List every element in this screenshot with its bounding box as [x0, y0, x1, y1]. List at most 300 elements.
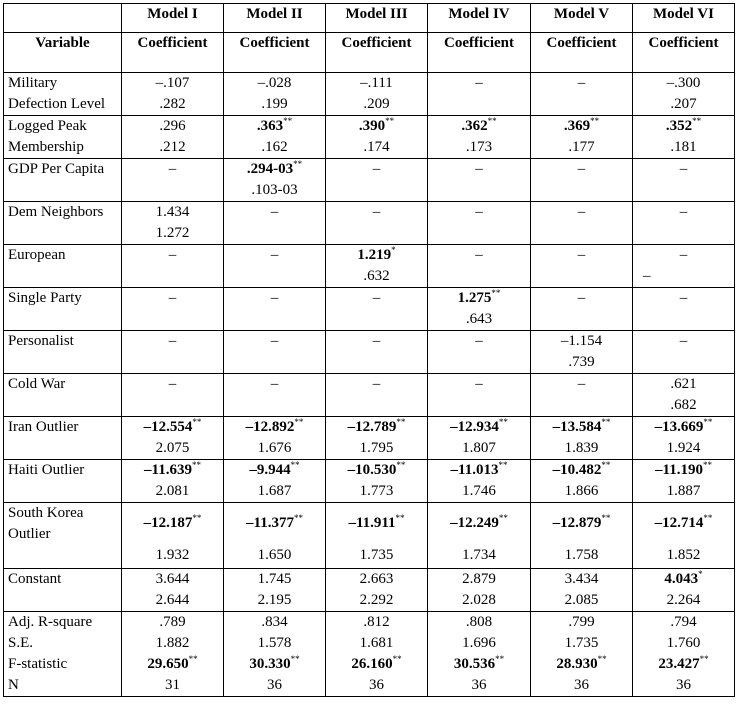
- cell: [122, 159, 224, 202]
- std-error: [637, 223, 730, 244]
- cell: [122, 73, 224, 116]
- row-gdp-per-capita: [4, 159, 735, 202]
- header-coef-4: Coefficient: [428, 33, 531, 73]
- cell: [633, 159, 735, 202]
- row-label: Personalist: [4, 331, 122, 374]
- coef: –10.482: [552, 462, 602, 478]
- row-label: Haiti Outlier: [4, 460, 122, 503]
- std-error: .199: [261, 96, 288, 112]
- coef: –: [679, 290, 688, 306]
- std-error: [535, 266, 628, 287]
- header-model-6: Model VI: [633, 4, 735, 33]
- cell: [531, 460, 633, 503]
- sig-marker: **: [283, 116, 293, 126]
- cell: [531, 116, 633, 159]
- cell: [531, 417, 633, 460]
- cell: [633, 288, 735, 331]
- std-error: [126, 180, 219, 201]
- cell: [428, 331, 531, 374]
- n-obs: 36: [471, 677, 487, 693]
- sig-marker: *: [698, 569, 703, 579]
- f-statistic: 30.536: [453, 656, 496, 672]
- coef: –: [577, 376, 586, 392]
- sig-marker: **: [396, 460, 406, 470]
- std-error: 1.866: [564, 483, 599, 499]
- coef: –: [475, 204, 483, 220]
- header-model-2: Model II: [224, 4, 326, 33]
- coef: –: [372, 161, 381, 177]
- row-dem-neighbors: [4, 202, 735, 245]
- cell: [224, 202, 326, 245]
- std-error: [228, 309, 321, 330]
- coef: .296: [159, 118, 186, 134]
- coef: .363: [256, 118, 284, 134]
- cell: [122, 116, 224, 159]
- coef: –: [577, 290, 586, 306]
- cell: [122, 245, 224, 288]
- cell: [122, 331, 224, 374]
- coef: –11.377: [246, 515, 294, 531]
- cell: [531, 569, 633, 612]
- coef: –12.554: [143, 419, 193, 435]
- fit-cell: [633, 612, 735, 697]
- sig-marker: **: [392, 654, 402, 664]
- std-error: [432, 266, 526, 287]
- sig-marker: **: [188, 654, 198, 664]
- cell: [428, 202, 531, 245]
- cell: [428, 417, 531, 460]
- f-statistic: 28.930: [556, 656, 598, 672]
- cell: [326, 374, 428, 417]
- std-error: [637, 352, 730, 373]
- std-error: [432, 94, 526, 115]
- std-error: 1.852: [666, 547, 701, 563]
- row-label: Single Party: [4, 288, 122, 331]
- row-constant: [4, 569, 735, 612]
- coef: –: [475, 247, 483, 263]
- coef: 2.663: [359, 571, 394, 587]
- std-error: .177: [568, 139, 595, 155]
- regression-table: [3, 3, 735, 697]
- std-error: .162: [261, 139, 288, 155]
- std-error-regression: 1.760: [666, 635, 701, 651]
- cell: [428, 159, 531, 202]
- coef: –: [577, 75, 586, 91]
- std-error: 1.839: [564, 440, 599, 456]
- std-error: [637, 309, 730, 330]
- std-error: .212: [159, 139, 186, 155]
- cell: [224, 374, 326, 417]
- std-error: 1.887: [666, 483, 701, 499]
- cell: [326, 460, 428, 503]
- sig-marker: **: [498, 513, 508, 523]
- cell: [531, 73, 633, 116]
- coef: –: [475, 333, 483, 349]
- cell: [122, 460, 224, 503]
- sig-marker: **: [703, 513, 713, 523]
- fit-cell: [428, 612, 531, 697]
- n-obs: 31: [165, 677, 180, 693]
- sig-marker: **: [290, 654, 300, 664]
- coef: –11.911: [348, 515, 396, 531]
- coef: 4.043: [664, 571, 699, 587]
- row-label: South Korea Outlier: [4, 503, 122, 569]
- coef: –10.530: [347, 462, 397, 478]
- sig-marker: **: [590, 116, 600, 126]
- adj-r-square: .789: [159, 614, 186, 630]
- cell: [326, 245, 428, 288]
- row-logged-peak-membership: [4, 116, 735, 159]
- std-error: 1.932: [155, 547, 190, 563]
- coef: –.028: [257, 75, 292, 91]
- std-error: 2.644: [155, 592, 190, 608]
- std-error: [330, 223, 423, 244]
- std-error: [432, 223, 526, 244]
- row-european: [4, 245, 735, 288]
- coef: 3.434: [564, 571, 599, 587]
- adj-r-square: .808: [465, 614, 493, 630]
- sig-marker: **: [601, 460, 611, 470]
- coef: 1.219: [357, 247, 392, 263]
- sig-marker: **: [487, 116, 497, 126]
- cell: [326, 116, 428, 159]
- f-statistic: 30.330: [249, 656, 291, 672]
- cell: [633, 503, 735, 569]
- cell: [122, 503, 224, 569]
- std-error: 1.650: [257, 547, 292, 563]
- std-error: [228, 266, 321, 287]
- coef: –11.013: [450, 462, 499, 478]
- std-error: 1.807: [462, 440, 496, 456]
- sig-marker: **: [597, 654, 607, 664]
- fit-labels: [4, 612, 122, 697]
- cell: [326, 159, 428, 202]
- std-error-regression: 1.696: [462, 635, 496, 651]
- sig-marker: **: [601, 513, 611, 523]
- cell: [122, 288, 224, 331]
- cell: [326, 288, 428, 331]
- std-error: .632: [363, 268, 390, 284]
- f-statistic: 29.650: [147, 656, 189, 672]
- coef: –13.669: [654, 419, 704, 435]
- coef: –11.190: [655, 462, 703, 478]
- sig-marker: **: [290, 460, 300, 470]
- cell: [428, 503, 531, 569]
- sig-marker: **: [192, 513, 202, 523]
- coef: .369: [563, 118, 591, 134]
- f-statistic: 23.427: [658, 656, 700, 672]
- std-error: [228, 395, 321, 416]
- cell: [326, 569, 428, 612]
- header-model-1: Model I: [122, 4, 224, 33]
- std-error: [535, 395, 628, 416]
- coef: –: [168, 333, 177, 349]
- std-error: .173: [465, 139, 493, 155]
- std-error-regression: 1.882: [155, 635, 190, 651]
- std-error: 1.746: [462, 483, 496, 499]
- std-error: [535, 309, 628, 330]
- std-error: [535, 94, 628, 115]
- std-error: 2.028: [462, 592, 496, 608]
- coef: –.107: [155, 75, 190, 91]
- fit-cell: [531, 612, 633, 697]
- row-personalist: [4, 331, 735, 374]
- sig-marker: **: [294, 417, 304, 427]
- cell: [531, 288, 633, 331]
- sig-marker: **: [498, 417, 508, 427]
- std-error-regression: 1.681: [359, 635, 394, 651]
- sig-marker: **: [702, 460, 712, 470]
- coef: 1.745: [257, 571, 292, 587]
- cell: [224, 569, 326, 612]
- sig-marker: **: [699, 654, 709, 664]
- cell: [326, 503, 428, 569]
- row-label: Military Defection Level: [4, 73, 122, 116]
- std-error: 2.292: [359, 592, 394, 608]
- fit-cell: [122, 612, 224, 697]
- std-error: [535, 223, 628, 244]
- std-error: .174: [363, 139, 390, 155]
- cell: [633, 417, 735, 460]
- coef: –9.944: [249, 462, 291, 478]
- std-error: [637, 180, 730, 201]
- sig-marker: **: [491, 288, 501, 298]
- std-error: .739: [568, 354, 595, 370]
- sig-marker: **: [396, 417, 406, 427]
- std-error: 1.924: [666, 440, 701, 456]
- cell: [224, 73, 326, 116]
- coef: –: [475, 161, 483, 177]
- cell: [531, 245, 633, 288]
- coef: –: [475, 376, 483, 392]
- std-error: [330, 180, 423, 201]
- std-error-regression: 1.735: [564, 635, 599, 651]
- n-obs: 36: [676, 677, 691, 693]
- row-label: Dem Neighbors: [4, 202, 122, 245]
- header-coef-row: [4, 33, 735, 73]
- std-error: .209: [363, 96, 390, 112]
- std-error: [126, 395, 219, 416]
- coef: –: [679, 333, 688, 349]
- row-label: Logged Peak Membership: [4, 116, 122, 159]
- cell: [224, 460, 326, 503]
- coef: 1.275: [457, 290, 492, 306]
- header-coef-1: Coefficient: [122, 33, 224, 73]
- std-error: .282: [159, 96, 186, 112]
- sig-marker: **: [191, 460, 201, 470]
- coef: 1.434: [155, 204, 190, 220]
- row-single-party: [4, 288, 735, 331]
- cell: [428, 569, 531, 612]
- coef: –12.879: [552, 515, 602, 531]
- coef: 2.879: [462, 571, 496, 587]
- coef: –: [372, 290, 381, 306]
- header-coef-2: Coefficient: [224, 33, 326, 73]
- std-error: –: [643, 268, 651, 284]
- coef: –1.154: [560, 333, 603, 349]
- row-label: European: [4, 245, 122, 288]
- coef: –: [372, 204, 381, 220]
- n-obs: 36: [267, 677, 282, 693]
- cell: [633, 331, 735, 374]
- n-obs: 36: [369, 677, 384, 693]
- cell: [326, 417, 428, 460]
- std-error: .682: [670, 397, 697, 413]
- coef: –.111: [360, 75, 393, 91]
- fit-cell: [326, 612, 428, 697]
- cell: [531, 374, 633, 417]
- std-error: [126, 309, 219, 330]
- header-variable: Variable: [4, 33, 122, 73]
- row-fit-statistics: [4, 612, 735, 697]
- sig-marker: **: [692, 116, 702, 126]
- coef: –12.249: [450, 515, 499, 531]
- coef: –: [577, 204, 586, 220]
- coef: –12.892: [245, 419, 295, 435]
- std-error: .103-03: [251, 182, 298, 198]
- cell: [122, 417, 224, 460]
- header-model-5: Model V: [531, 4, 633, 33]
- std-error: 1.734: [462, 547, 496, 563]
- std-error: 2.081: [155, 483, 190, 499]
- std-error: .207: [670, 96, 697, 112]
- row-label: Cold War: [4, 374, 122, 417]
- std-error: [126, 266, 219, 287]
- row-label: Constant: [4, 569, 122, 612]
- coef: .294-03: [246, 161, 294, 177]
- sig-marker: **: [395, 513, 405, 523]
- cell: [428, 245, 531, 288]
- header-coef-6: Coefficient: [633, 33, 735, 73]
- std-error: 2.075: [155, 440, 190, 456]
- coef: –: [577, 161, 586, 177]
- row-south-korea-outlier: [4, 503, 735, 569]
- label-f-statistic: F-statistic: [8, 656, 68, 672]
- cell: [122, 202, 224, 245]
- std-error: [228, 352, 321, 373]
- header-corner: [4, 4, 122, 33]
- coef: –12.714: [654, 515, 704, 531]
- adj-r-square: .799: [568, 614, 595, 630]
- sig-marker: **: [498, 460, 508, 470]
- coef: –: [270, 333, 279, 349]
- cell: [531, 503, 633, 569]
- label-n: N: [8, 677, 19, 693]
- coef: –: [270, 376, 279, 392]
- coef: –: [270, 290, 279, 306]
- cell: [326, 331, 428, 374]
- label-se: S.E.: [8, 635, 34, 651]
- coef: –.300: [666, 75, 701, 91]
- sig-marker: **: [601, 417, 611, 427]
- label-adj-r-square: Adj. R-square: [8, 614, 93, 630]
- adj-r-square: .812: [363, 614, 390, 630]
- cell: [633, 202, 735, 245]
- std-error: 1.735: [359, 547, 394, 563]
- coef: –: [475, 75, 483, 91]
- cell: [224, 503, 326, 569]
- sig-marker: **: [385, 116, 395, 126]
- std-error: [330, 395, 423, 416]
- cell: [224, 245, 326, 288]
- coef: –12.789: [347, 419, 397, 435]
- coef: –: [372, 376, 381, 392]
- coef: –: [679, 247, 688, 263]
- sig-marker: **: [293, 159, 303, 169]
- cell: [531, 331, 633, 374]
- std-error: 1.758: [564, 547, 599, 563]
- header-coef-5: Coefficient: [531, 33, 633, 73]
- coef: –: [168, 376, 177, 392]
- sig-marker: **: [192, 417, 202, 427]
- row-military-defection: [4, 73, 735, 116]
- cell: [633, 245, 735, 288]
- cell: [633, 116, 735, 159]
- coef: .352: [665, 118, 693, 134]
- cell: [531, 159, 633, 202]
- std-error: [228, 223, 321, 244]
- std-error: 1.676: [257, 440, 292, 456]
- cell: [633, 569, 735, 612]
- row-label: GDP Per Capita: [4, 159, 122, 202]
- cell: [326, 73, 428, 116]
- header-models-row: [4, 4, 735, 33]
- std-error: 1.272: [155, 225, 190, 241]
- adj-r-square: .834: [261, 614, 288, 630]
- coef: –12.187: [143, 515, 193, 531]
- coef: –: [270, 247, 279, 263]
- cell: [122, 569, 224, 612]
- cell: [428, 288, 531, 331]
- coef: 3.644: [155, 571, 190, 587]
- coef: .621: [670, 376, 697, 392]
- header-model-3: Model III: [326, 4, 428, 33]
- header-coef-3: Coefficient: [326, 33, 428, 73]
- std-error: [330, 352, 423, 373]
- cell: [633, 460, 735, 503]
- std-error: 2.264: [666, 592, 701, 608]
- n-obs: 36: [574, 677, 589, 693]
- std-error: 1.773: [359, 483, 394, 499]
- coef: –: [168, 247, 177, 263]
- coef: –13.584: [552, 419, 602, 435]
- cell: [224, 288, 326, 331]
- cell: [326, 202, 428, 245]
- sig-marker: **: [703, 417, 713, 427]
- cell: [224, 417, 326, 460]
- cell: [633, 73, 735, 116]
- std-error: 2.195: [257, 592, 292, 608]
- row-haiti-outlier: [4, 460, 735, 503]
- cell: [122, 374, 224, 417]
- std-error: [432, 180, 526, 201]
- sig-marker: **: [293, 513, 303, 523]
- std-error: [535, 180, 628, 201]
- cell: [428, 73, 531, 116]
- coef: –: [168, 290, 177, 306]
- coef: .362: [461, 118, 488, 134]
- std-error: 2.085: [564, 592, 599, 608]
- header-model-4: Model IV: [428, 4, 531, 33]
- std-error: 1.795: [359, 440, 394, 456]
- std-error: .643: [465, 311, 493, 327]
- coef: –: [679, 161, 688, 177]
- std-error: [126, 352, 219, 373]
- std-error: .181: [670, 139, 697, 155]
- coef: –11.639: [144, 462, 192, 478]
- coef: –: [168, 161, 177, 177]
- coef: –: [577, 247, 586, 263]
